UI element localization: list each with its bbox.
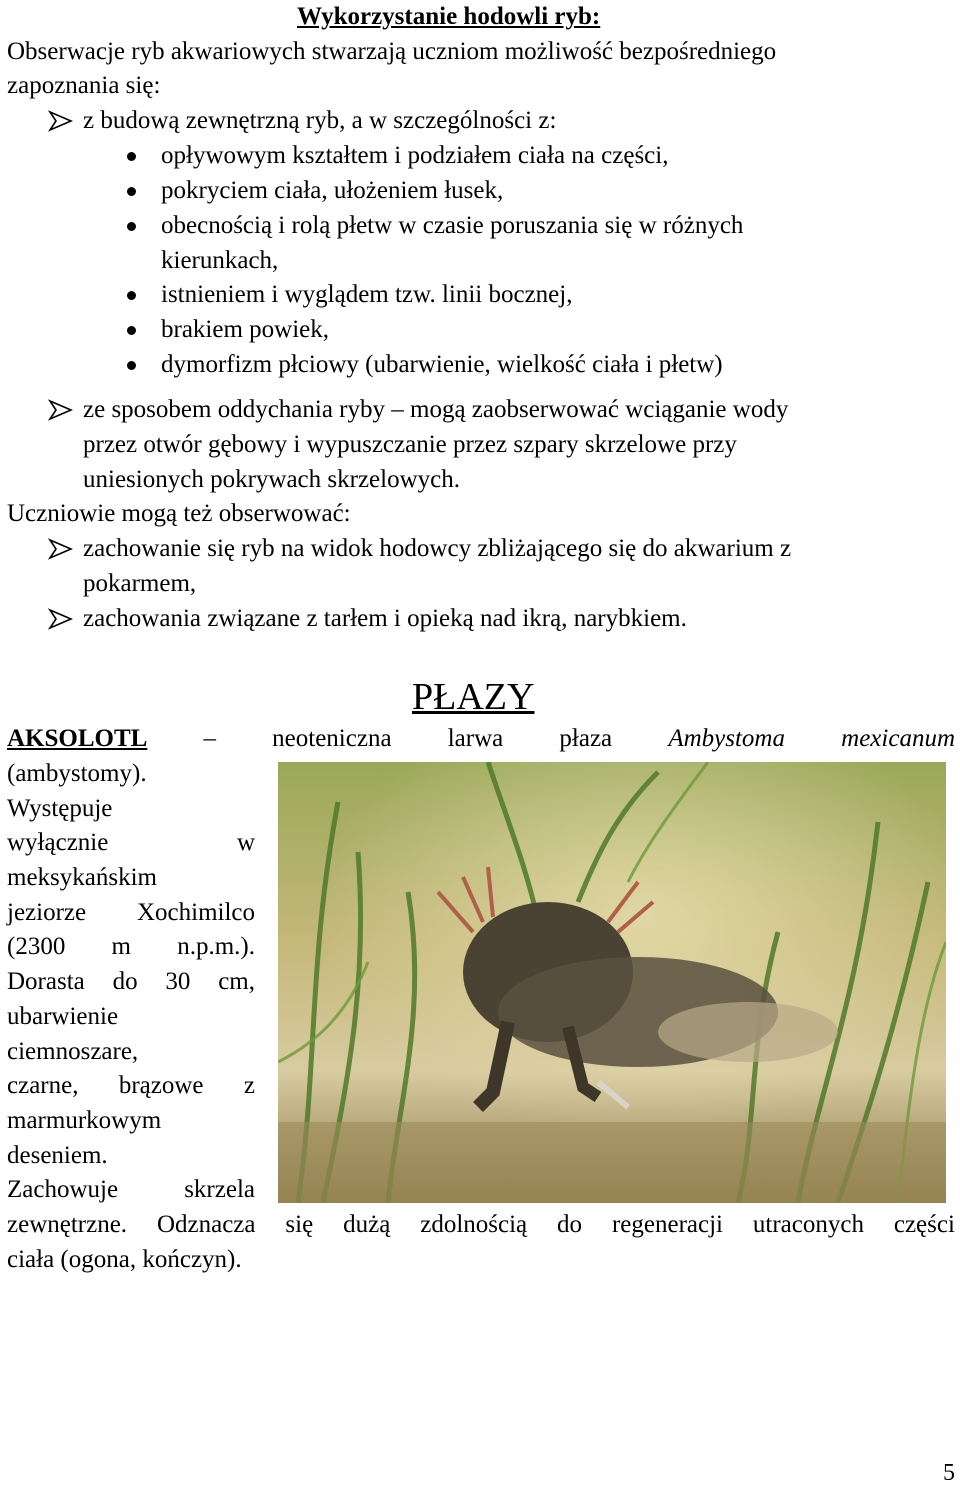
description-line xyxy=(7,792,255,827)
description-word: ciemnoszare, xyxy=(7,1037,139,1065)
description-word: jeziorze xyxy=(7,898,87,926)
description-line xyxy=(7,1173,255,1208)
arrow-text-2: ze sposobem oddychania ryby – mogą zaobserwować wciąganie wody xyxy=(83,396,789,423)
description-word: Xochimilco xyxy=(136,898,255,926)
closing-word: utraconych xyxy=(752,1211,864,1238)
bullet-text-4: istnieniem i wyglądem tzw. linii bocznej, xyxy=(161,281,573,308)
description-line xyxy=(7,1139,255,1174)
description-word: ubarwienie xyxy=(7,1002,119,1030)
intro-word: płaza xyxy=(559,725,613,752)
axolotl-intro-line xyxy=(7,722,955,757)
section-title-amphibians: PŁAZY xyxy=(412,676,535,718)
bullet-dot-icon xyxy=(127,222,136,231)
closing-word: się xyxy=(285,1211,314,1238)
description-line xyxy=(7,1000,255,1035)
description-word: skrzela xyxy=(184,1176,255,1204)
description-word: meksykańskim xyxy=(7,864,157,892)
axolotl-photo-icon xyxy=(278,762,946,1203)
bullet-text-6: dymorfizm płciowy (ubarwienie, wielkość ciała i płetw) xyxy=(161,351,723,378)
bullet-dot-icon xyxy=(127,152,136,161)
description-word: brązowe xyxy=(118,1072,204,1100)
description-word: czarne, xyxy=(7,1072,79,1100)
bullet-dot-icon xyxy=(127,291,136,300)
students-line: Uczniowie mogą też obserwować: xyxy=(7,500,351,527)
description-line xyxy=(7,1069,255,1104)
arrowhead-icon xyxy=(47,532,75,566)
bullet-text-3-cont: kierunkach, xyxy=(161,247,279,274)
description-word: m xyxy=(111,933,131,961)
closing-word: regeneracji xyxy=(611,1211,723,1238)
description-word: Występuje xyxy=(7,794,113,822)
closing-word: zewnętrzne. xyxy=(7,1211,128,1238)
closing-word: zdolnością xyxy=(420,1211,528,1238)
description-word: Dorasta xyxy=(7,968,85,996)
arrow-text-2-cont: przez otwór gębowy i wypuszczanie przez szpary skrzelowe przy xyxy=(83,431,737,458)
fish-heading: Wykorzystanie hodowli ryb: xyxy=(297,3,601,30)
description-word: (ambystomy). xyxy=(7,760,147,787)
description-word: cm, xyxy=(218,968,255,996)
closing-word: części xyxy=(893,1211,955,1238)
arrow-text-4: zachowania związane z tarłem i opieką nad ikrą, narybkiem. xyxy=(83,605,687,632)
bullet-text-2: pokryciem ciała, ułożeniem łusek, xyxy=(161,177,504,204)
arrowhead-icon xyxy=(47,393,75,427)
intro-word: neoteniczna xyxy=(272,725,392,752)
arrow-text-2-cont2: uniesionych pokrywach skrzelowych. xyxy=(83,466,460,493)
bullet-text-1: opływowym kształtem i podziałem ciała na części, xyxy=(161,142,669,169)
description-word: w xyxy=(236,829,255,857)
arrow-text-3: zachowanie się ryb na widok hodowcy zbliżającego się do akwarium z xyxy=(83,535,792,562)
description-line xyxy=(7,1104,255,1139)
page-number: 5 xyxy=(943,1460,955,1486)
bullet-dot-icon xyxy=(127,361,136,370)
intro-word: larwa xyxy=(447,725,504,752)
axolotl-closing-line-1 xyxy=(7,1208,955,1243)
arrow-text-3-cont: pokarmem, xyxy=(83,570,197,597)
arrow-text-1: z budową zewnętrzną ryb, a w szczególności z: xyxy=(83,107,557,134)
description-line xyxy=(7,965,255,1000)
description-word: z xyxy=(243,1072,255,1100)
description-word: 30 xyxy=(165,968,191,996)
description-word: wyłącznie xyxy=(7,829,109,857)
closing-word: Odznacza xyxy=(156,1211,256,1238)
description-word: do xyxy=(112,968,138,996)
axolotl-description-column xyxy=(7,757,255,1208)
axolotl-name: AKSOLOTL xyxy=(7,725,148,752)
description-word: marmurkowym xyxy=(7,1106,162,1134)
latin-genus: Ambystoma xyxy=(668,725,785,752)
latin-species: mexicanum xyxy=(841,725,955,752)
intro-word: – xyxy=(203,725,216,752)
closing-word: dużą xyxy=(343,1211,391,1238)
arrowhead-icon xyxy=(47,602,75,636)
axolotl-photo xyxy=(278,762,946,1203)
axolotl-closing-line-2: ciała (ogona, kończyn). xyxy=(7,1246,242,1273)
description-word: Zachowuje xyxy=(7,1176,119,1204)
description-word: n.p.m.). xyxy=(177,933,255,961)
arrowhead-icon xyxy=(47,104,75,138)
description-line xyxy=(7,826,255,861)
closing-word: do xyxy=(557,1211,583,1238)
description-line xyxy=(7,896,255,931)
description-line xyxy=(7,1035,255,1070)
description-line xyxy=(7,930,255,965)
intro-line-1: Obserwacje ryb akwariowych stwarzają uczniom możliwość bezpośredniego xyxy=(7,37,777,65)
description-line xyxy=(7,757,255,792)
bullet-text-5: brakiem powiek, xyxy=(161,316,330,343)
bullet-text-3: obecnością i rolą płetw w czasie poruszania się w różnych xyxy=(161,212,744,239)
description-word: (2300 xyxy=(7,933,66,961)
description-line xyxy=(7,861,255,896)
bullet-dot-icon xyxy=(127,187,136,196)
intro-line-2: zapoznania się: xyxy=(7,72,161,100)
bullet-dot-icon xyxy=(127,326,136,335)
description-word: deseniem. xyxy=(7,1141,108,1169)
